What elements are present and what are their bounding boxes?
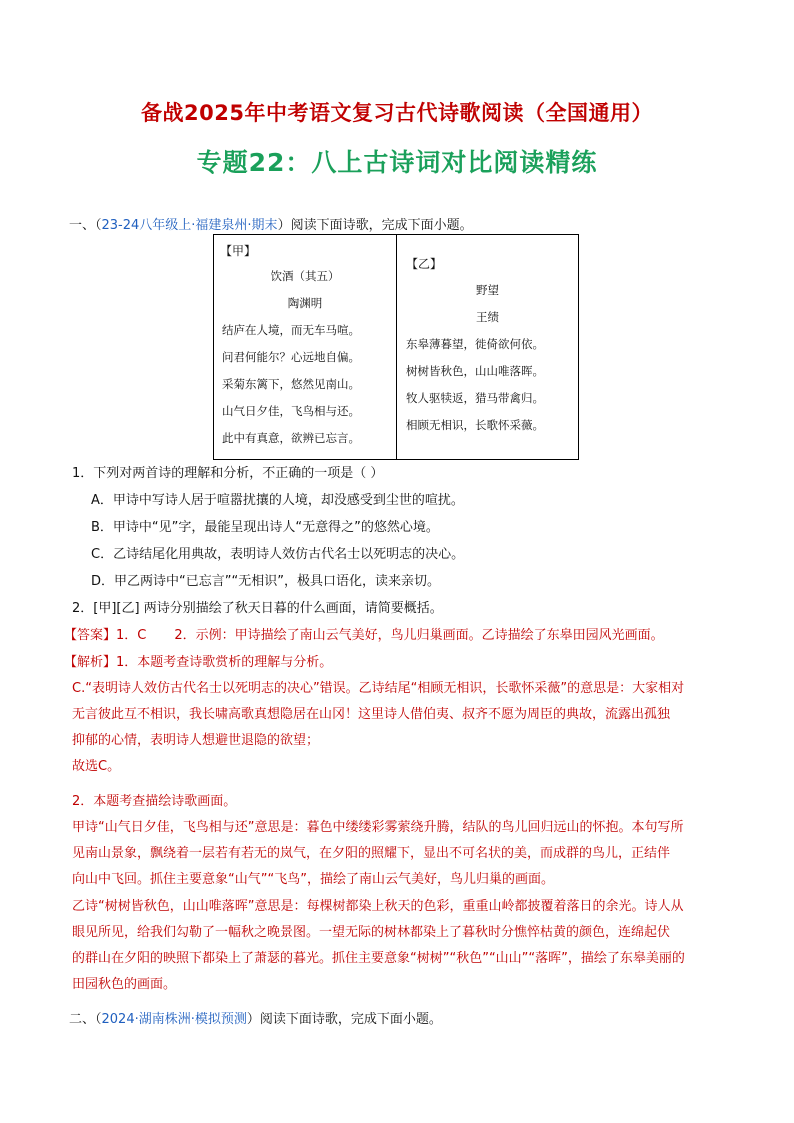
poem-b-author: 王绩 bbox=[476, 310, 499, 324]
analysis-choose: 故选C。 bbox=[72, 759, 121, 774]
analysis-a-line: 向山中飞回。抓住主要意象“山气”“飞鸟”，描绘了南山云气美好，鸟儿归巢的画面。 bbox=[72, 872, 554, 887]
analysis-a-line: 甲诗“山气日夕佳，飞鸟相与还”意思是：暮色中缕缕彩雾萦绕升腾，结队的鸟儿回归远山的怀抱。本句写所 bbox=[72, 820, 684, 835]
analysis-c-line: 无言彼此互不相识，我长啸高歌真想隐居在山冈！这里诗人借伯夷、叔齐不愿为周臣的典故，流露出孤独 bbox=[72, 707, 671, 722]
question-2-heading bbox=[69, 1011, 442, 1029]
analysis-c-line: 抑郁的心情，表明诗人想避世退隐的欲望； bbox=[72, 733, 320, 748]
poem-b-line: 牧人驱犊返，猎马带禽归。 bbox=[406, 391, 544, 405]
source-label: 2024·湖南株洲·模拟预测 bbox=[101, 1012, 247, 1027]
option-c: C．乙诗结尾化用典故，表明诗人效仿古代名士以死明志的决心。 bbox=[91, 547, 465, 562]
analysis-a-line: 见南山景象，飘绕着一层若有若无的岚气，在夕阳的照耀下，显出不可名状的美，而成群的鸟儿，正结伴 bbox=[72, 846, 671, 861]
poem-table bbox=[213, 234, 579, 460]
main-title: 备战2025年中考语文复习古代诗歌阅读（全国通用） bbox=[141, 101, 653, 125]
analysis-b-paragraph bbox=[72, 894, 732, 998]
option-d: D．甲乙两诗中“已忘言”“无相识”，极具口语化，读来亲切。 bbox=[91, 574, 440, 589]
analysis-b-line: 乙诗“树树皆秋色，山山唯落晖”意思是：每棵树都染上秋天的色彩，重重山岭都披覆着落日的余光。诗人从 bbox=[72, 899, 684, 914]
analysis-a-paragraph bbox=[72, 815, 732, 893]
analysis-q2-intro: 2．本题考查描绘诗歌画面。 bbox=[72, 794, 237, 809]
poem-a-line: 问君何能尔？心远地自偏。 bbox=[222, 350, 360, 364]
question-2-stem: 2．[甲][乙] 两诗分别描绘了秋天日暮的什么画面，请简要概括。 bbox=[72, 601, 443, 616]
question-1-heading bbox=[69, 217, 473, 235]
poem-a-tag: 【甲】 bbox=[220, 244, 257, 258]
heading-suffix: ）阅读下面诗歌，完成下面小题。 bbox=[246, 1012, 442, 1027]
analysis-heading bbox=[64, 654, 332, 672]
poem-b-line: 东皋薄暮望，徙倚欲何依。 bbox=[406, 337, 544, 351]
poem-b-line: 相顾无相识，长歌怀采薇。 bbox=[406, 418, 544, 432]
source-label: 23-24八年级上·福建泉州·期末 bbox=[101, 218, 278, 233]
poem-a-title: 饮酒（其五） bbox=[270, 269, 340, 283]
poem-a-line: 结庐在人境，而无车马喧。 bbox=[222, 323, 360, 337]
poem-b-line: 树树皆秋色，山山唯落晖。 bbox=[406, 364, 544, 378]
analysis-c-line: C.“表明诗人效仿古代名士以死明志的决心”错误。乙诗结尾“相顾无相识，长歌怀采薇”的意思是：大家相对 bbox=[72, 681, 685, 696]
poem-a-line: 山气日夕佳，飞鸟相与还。 bbox=[222, 404, 360, 418]
answer-1: 1．C bbox=[116, 628, 147, 643]
heading-prefix: 二、（ bbox=[69, 1012, 102, 1027]
poem-b-title: 野望 bbox=[476, 283, 499, 297]
poem-a-line: 此中有真意，欲辨已忘言。 bbox=[222, 431, 360, 445]
option-b: B．甲诗中“见”字，最能呈现出诗人“无意得之”的悠然心境。 bbox=[91, 520, 439, 535]
poem-b-tag: 【乙】 bbox=[406, 257, 443, 271]
analysis-c-paragraph bbox=[72, 676, 732, 780]
answer-line bbox=[64, 627, 664, 645]
poem-a bbox=[214, 235, 396, 459]
analysis-label: 【解析】 bbox=[64, 655, 117, 670]
heading-suffix: ）阅读下面诗歌，完成下面小题。 bbox=[277, 218, 473, 233]
answer-2: 2．示例：甲诗描绘了南山云气美好，鸟儿归巢画面。乙诗描绘了东皋田园风光画面。 bbox=[174, 628, 664, 643]
analysis-b-line: 眼见所见，给我们勾勒了一幅秋之晚景图。一望无际的树林都染上了暮秋时分憔悴枯黄的颜色，连绵起伏 bbox=[72, 925, 671, 940]
poem-a-line: 采菊东篱下，悠然见南山。 bbox=[222, 377, 360, 391]
option-a: A．甲诗中写诗人居于喧嚣扰攘的人境，却没感受到尘世的喧扰。 bbox=[91, 493, 464, 508]
analysis-b-line: 的群山在夕阳的映照下都染上了萧瑟的暮光。抓住主要意象“树树”“秋色”“山山”“落晖”，描绘了东皋美丽的 bbox=[72, 951, 685, 966]
heading-prefix: 一、（ bbox=[69, 218, 102, 233]
answer-label: 【答案】 bbox=[64, 628, 117, 643]
poem-b bbox=[397, 235, 578, 459]
sub-title: 专题22：八上古诗词对比阅读精练 bbox=[196, 148, 598, 177]
analysis-intro: 1．本题考查诗歌赏析的理解与分析。 bbox=[116, 655, 333, 670]
poem-a-author: 陶渊明 bbox=[287, 296, 323, 310]
question-1-stem: 1．下列对两首诗的理解和分析，不正确的一项是（ ） bbox=[72, 466, 384, 481]
analysis-b-line: 田园秋色的画面。 bbox=[72, 977, 177, 992]
